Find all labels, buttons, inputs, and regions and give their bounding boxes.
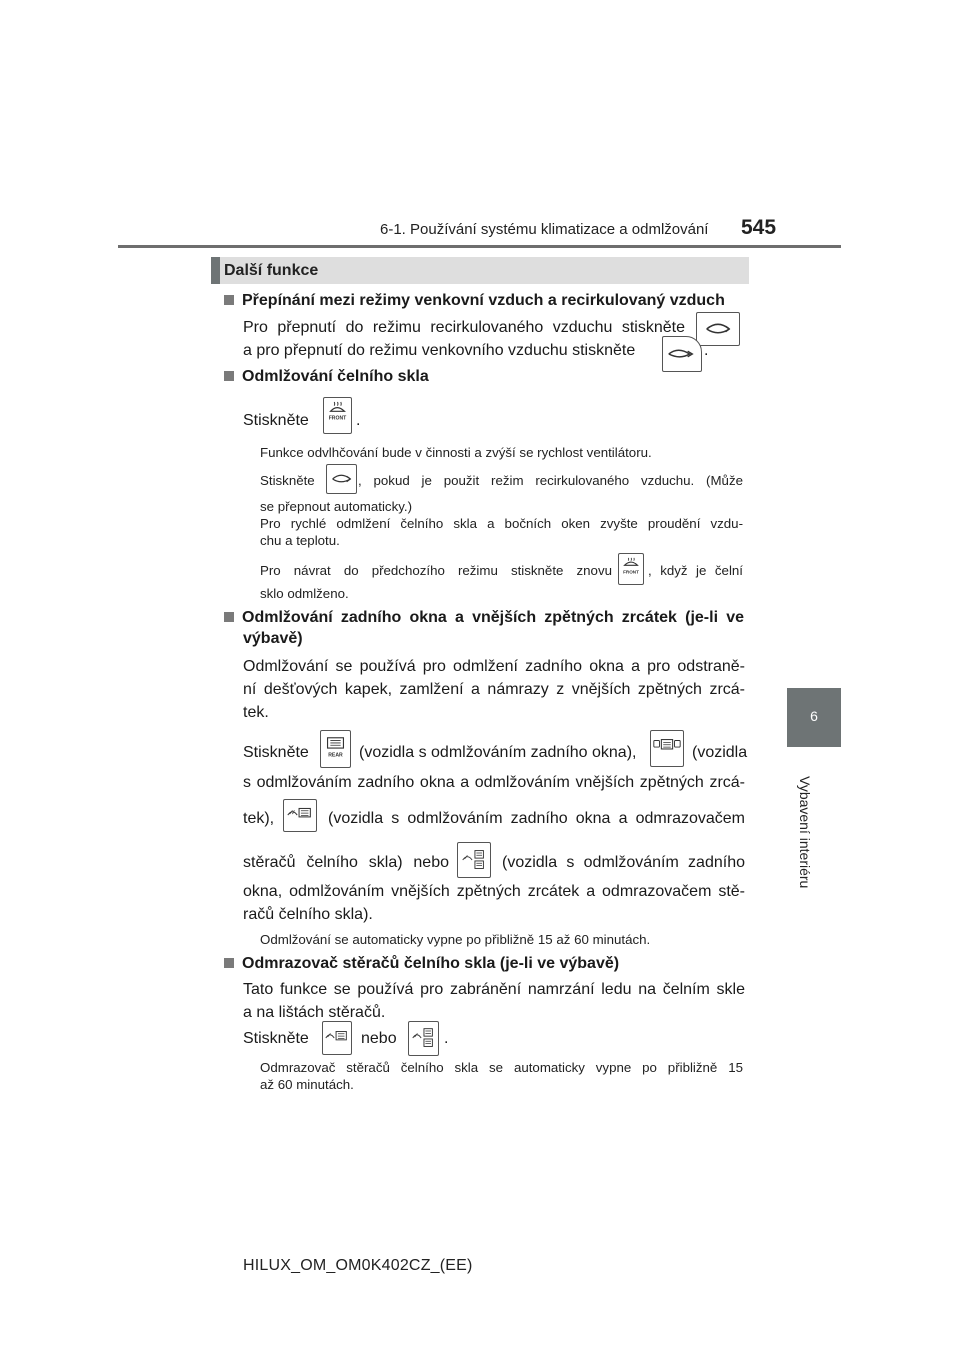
- rear-press-text: Stiskněte: [243, 744, 309, 761]
- rear-defog-text-1: Odmlžování se používá pro odmlžení zadního okna a pro odstraně-: [243, 658, 745, 675]
- page-number: 545: [741, 216, 777, 239]
- windshield-note-3a: Pro rychlé odmlžení čelního skla a bočních oken zvyšte proudění vzdu-: [260, 516, 743, 531]
- item-heading-rear-defog-2: výbavě): [243, 630, 303, 647]
- header-rule: [118, 245, 841, 248]
- wiper-mirror-deicer-button-icon: [408, 1021, 439, 1056]
- rear-line-d1: stěračů čelního skla) nebo: [243, 854, 449, 871]
- item-heading-rear-defog: Odmlžování zadního okna a vnějších zpětných zrcátek (je-li ve: [224, 607, 744, 629]
- windshield-note-4c: sklo odmlženo.: [260, 586, 349, 601]
- front-defroster-button-icon-small: [618, 553, 644, 585]
- bullet-square-icon: [224, 958, 234, 968]
- document-code: HILUX_OM_OM0K402CZ_(EE): [243, 1257, 473, 1274]
- rear-line-f: račů čelního skla).: [243, 906, 373, 923]
- item-heading-windshield-defog: Odmlžování čelního skla: [224, 366, 429, 388]
- wiper-note-1: Odmrazovač stěračů čelního skla se automaticky vypne po přibližně 15: [260, 1060, 743, 1075]
- windshield-note-3b: chu a teplotu.: [260, 533, 340, 548]
- wiper-deicer-button-icon: [322, 1021, 352, 1055]
- wiper-text-2: a na lištách stěračů.: [243, 1004, 386, 1021]
- wiper-note-2: až 60 minutách.: [260, 1077, 354, 1092]
- outside-air-button-icon: [662, 336, 702, 372]
- rear-line-d2: (vozidla s odmlžováním zadního: [502, 854, 745, 871]
- rear-press-text-2: (vozidla s odmlžováním zadního okna),: [359, 744, 637, 761]
- wiper-text-1: Tato funkce se používá pro zabránění namrzání ledu na čelním skle: [243, 981, 745, 998]
- bullet-square-icon: [224, 295, 234, 305]
- chapter-tab-label: [785, 776, 825, 889]
- windshield-note-2a: Stiskněte: [260, 473, 315, 488]
- air-mode-text-end: .: [704, 342, 709, 359]
- rear-line-e: okna, odmlžováním vnějších zpětných zrcátek a odmrazovačem stě-: [243, 883, 745, 900]
- bullet-square-icon: [224, 612, 234, 622]
- item-heading-air-mode: Přepínání mezi režimy venkovní vzduch a recirkulovaný vzduch: [224, 290, 725, 312]
- air-mode-text-2: a pro přepnutí do režimu venkovního vzduchu stiskněte: [243, 342, 636, 359]
- chapter-title: 6-1. Používání systému klimatizace a odmlžování: [380, 221, 709, 238]
- rear-line-b: s odmlžováním zadního okna a odmlžováním vnějších zpětných zrcá-: [243, 774, 745, 791]
- air-mode-text-1: Pro přepnutí do režimu recirkulovaného vzduchu stiskněte: [243, 319, 685, 336]
- rear-and-mirror-defogger-button-icon: [650, 730, 684, 767]
- bullet-square-icon: [224, 371, 234, 381]
- rear-line-c1: tek),: [243, 810, 275, 827]
- rear-and-wiper-deicer-button-icon: [283, 799, 317, 832]
- rear-defog-text-2: ní dešťových kapek, zamlžení a námrazy z vnějších zpětných zrcá-: [243, 681, 745, 698]
- wiper-or-text: nebo: [361, 1030, 397, 1047]
- windshield-note-1: Funkce odvlhčování bude v činnosti a zvýší se rychlost ventilátoru.: [260, 445, 652, 460]
- wiper-press-end: .: [444, 1030, 449, 1047]
- windshield-note-2b: , pokud je použit režim recirkulovaného vzduchu. (Může: [358, 473, 743, 488]
- windshield-press-text: Stiskněte: [243, 412, 309, 429]
- windshield-note-2c: se přepnout automaticky.): [260, 499, 413, 514]
- rear-defog-text-3: tek.: [243, 704, 269, 721]
- rear-press-text-3: (vozidla: [692, 744, 748, 761]
- section-title: Další funkce: [224, 262, 319, 279]
- rear-defogger-button-icon: [320, 730, 351, 768]
- chapter-tab-label-text: Vybavení interiéru: [797, 776, 813, 889]
- front-defroster-button-icon: [323, 397, 352, 434]
- recirculation-button-icon-small: [326, 464, 357, 494]
- svg-text:FRONT: FRONT: [623, 569, 639, 575]
- wiper-press-text: Stiskněte: [243, 1030, 309, 1047]
- item-heading-wiper-deicer: Odmrazovač stěračů čelního skla (je-li ve výbavě): [224, 953, 619, 975]
- rear-mirror-wiper-deicer-button-icon: [457, 842, 491, 878]
- rear-label: REAR: [328, 752, 343, 759]
- windshield-press-end: .: [356, 412, 361, 429]
- chapter-tab-number: 6: [810, 708, 818, 724]
- rear-line-c2: (vozidla s odmlžováním zadního okna a odmrazovačem: [328, 810, 745, 827]
- rear-note: Odmlžování se automaticky vypne po přibližně 15 až 60 minutách.: [260, 932, 651, 947]
- windshield-note-4a: Pro návrat do předchozího režimu stiskněte znovu: [260, 563, 612, 578]
- recirculation-button-icon: [696, 312, 740, 346]
- front-label: FRONT: [328, 415, 347, 422]
- windshield-note-4b: , když je čelní: [648, 563, 743, 578]
